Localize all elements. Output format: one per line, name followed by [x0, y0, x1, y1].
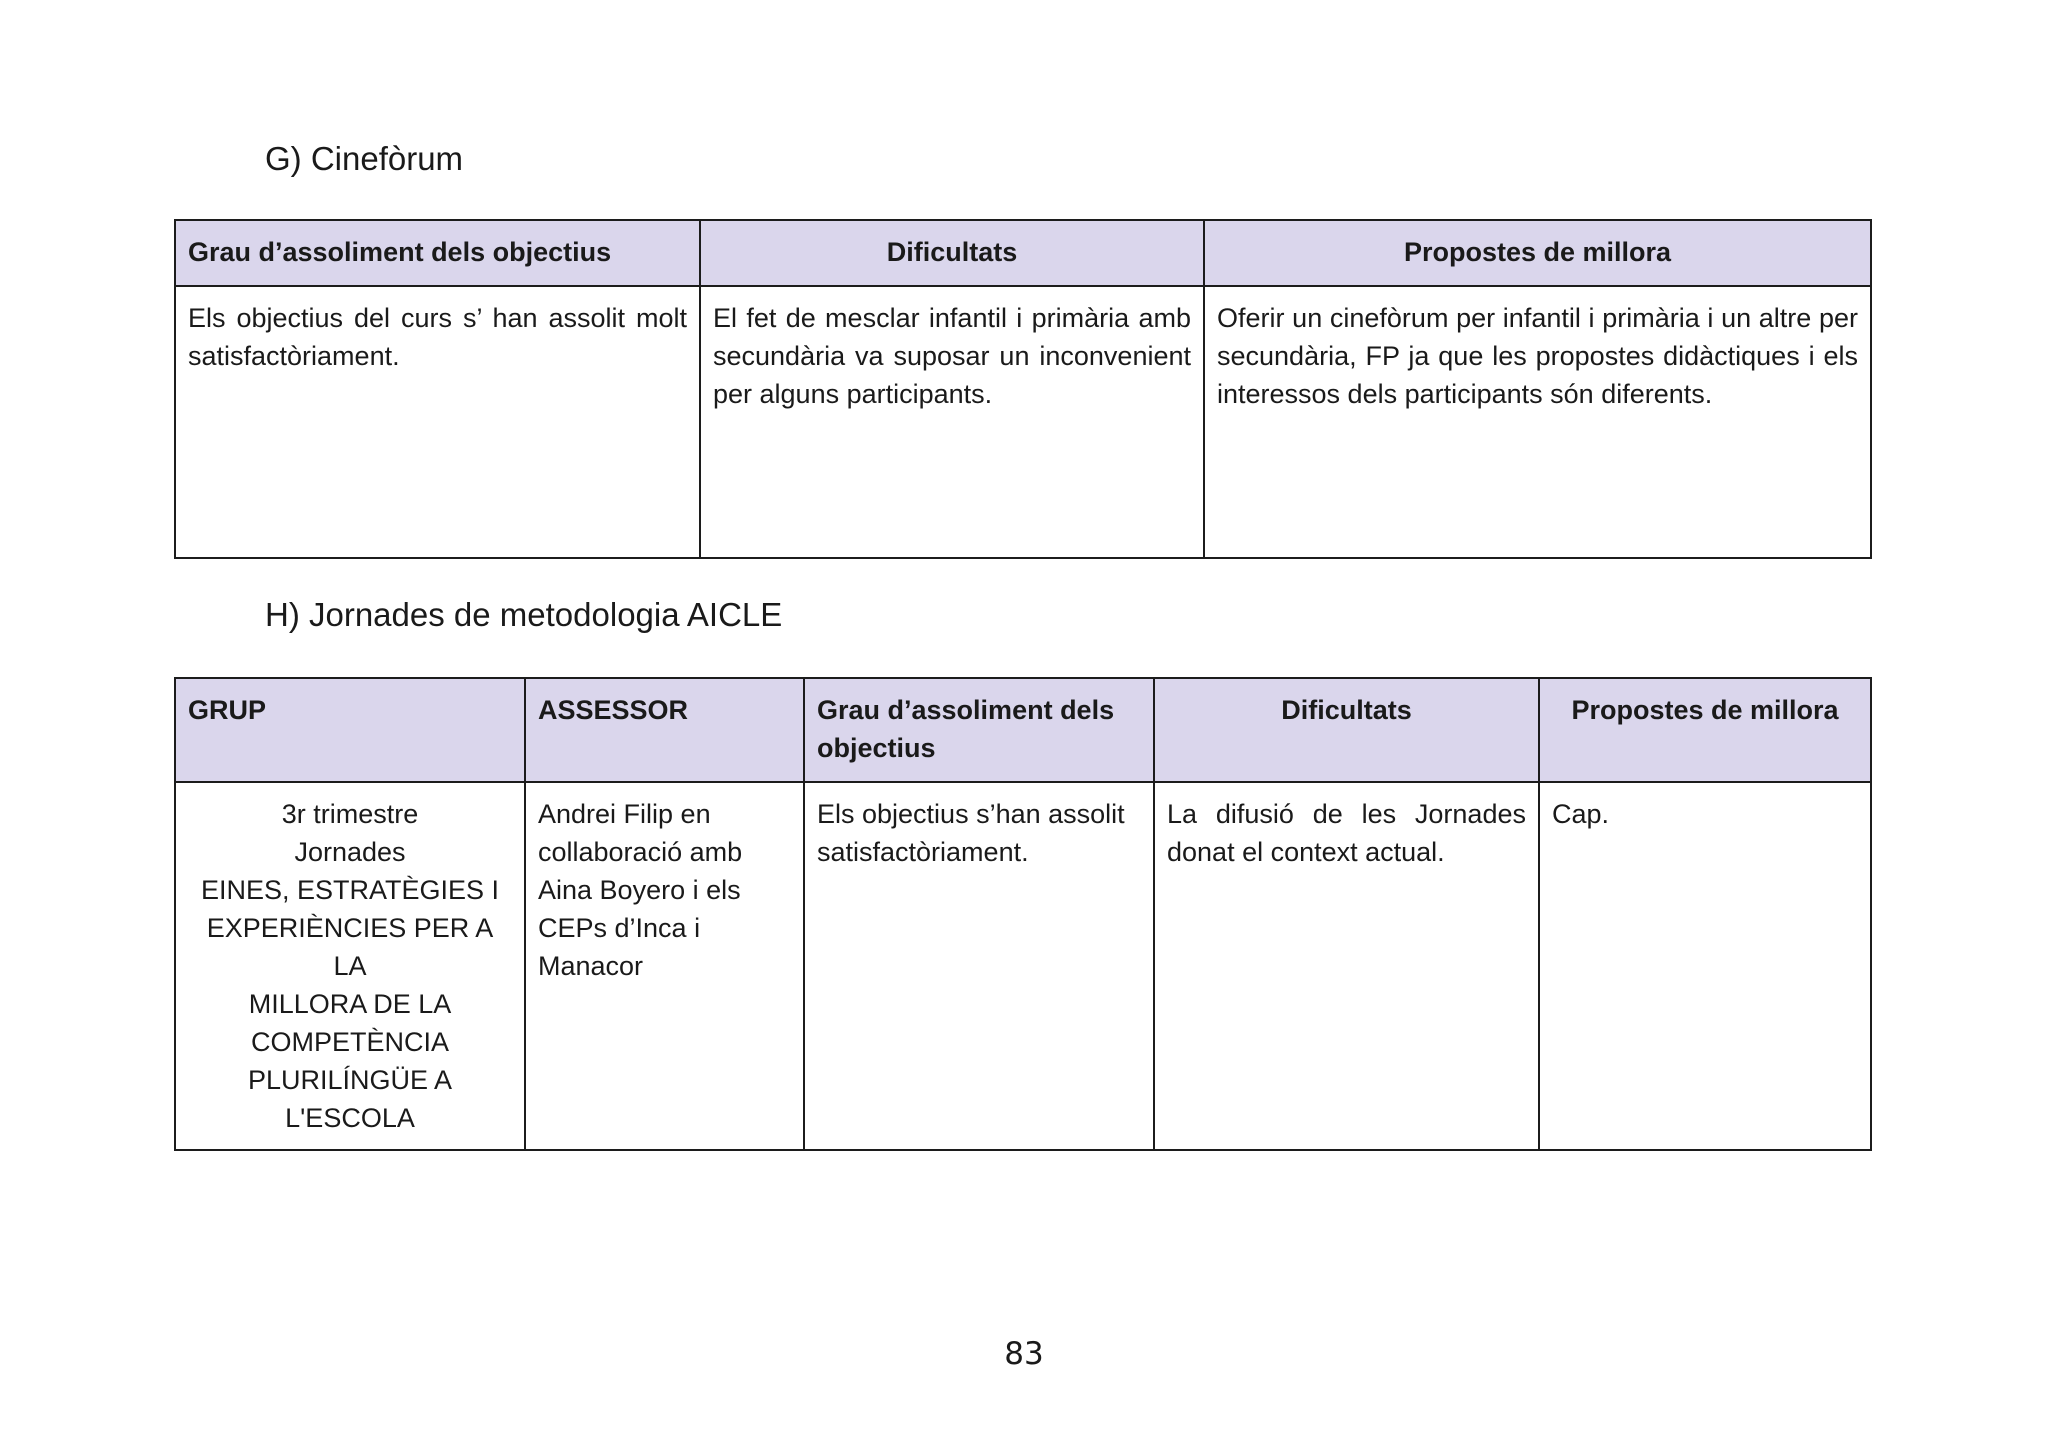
header-assessor: ASSESSOR: [525, 678, 804, 782]
grup-line: MILLORA DE LA: [248, 989, 452, 1019]
cell-grup: [175, 782, 525, 1150]
jornades-aicle-table: [174, 677, 1872, 1151]
grup-line: EINES, ESTRATÈGIES I: [200, 875, 500, 905]
cell-grau-assoliment: Els objectius s’han assolit satisfactòriament.: [804, 782, 1154, 1150]
table-header-row: [175, 220, 1871, 286]
assessor-line: Andrei Filip en: [538, 799, 711, 829]
header-grup: GRUP: [175, 678, 525, 782]
header-grau-assoliment: Grau d’assoliment dels objectius: [804, 678, 1154, 782]
section-title-jornades-aicle: H) Jornades de metodologia AICLE: [265, 596, 783, 633]
cell-propostes-millora: Cap.: [1539, 782, 1871, 1150]
header-dificultats: Dificultats: [1154, 678, 1539, 782]
assessor-line: CEPs d’Inca i: [538, 913, 701, 943]
header-propostes-millora: Propostes de millora: [1539, 678, 1871, 782]
header-dificultats: Dificultats: [700, 220, 1204, 286]
header-propostes-millora: Propostes de millora: [1204, 220, 1871, 286]
cineforum-table: [174, 219, 1872, 559]
table-row: [175, 286, 1871, 558]
section-title-cineforum: G) Cinefòrum: [265, 140, 464, 177]
assessor-line: collaboració amb: [538, 837, 743, 867]
grup-line: COMPETÈNCIA: [250, 1027, 450, 1057]
table-header-row: [175, 678, 1871, 782]
page-number: 83: [1004, 1336, 1044, 1372]
cell-dificultats: La difusió de les Jornades donat el context actual.: [1154, 782, 1539, 1150]
grup-line: PLURILÍNGÜE A L'ESCOLA: [247, 1065, 453, 1133]
assessor-line: Aina Boyero i els: [538, 875, 741, 905]
grup-line: EXPERIÈNCIES PER A LA: [206, 913, 494, 981]
cell-dificultats: El fet de mesclar infantil i primària amb secundària va suposar un inconvenient per alguns participants.: [700, 286, 1204, 558]
cell-propostes-millora: Oferir un cinefòrum per infantil i primària i un altre per secundària, FP ja que les propostes didàctiques i els interessos dels participants són diferents.: [1204, 286, 1871, 558]
table-row: [175, 782, 1871, 1150]
grup-line: 3r trimestre: [281, 799, 419, 829]
header-grau-assoliment: Grau d’assoliment dels objectius: [175, 220, 700, 286]
cell-assessor: [525, 782, 804, 1150]
assessor-line: Manacor: [538, 951, 644, 981]
cell-grau-assoliment: Els objectius del curs s’ han assolit molt satisfactòriament.: [175, 286, 700, 558]
grup-line: Jornades: [294, 837, 406, 867]
